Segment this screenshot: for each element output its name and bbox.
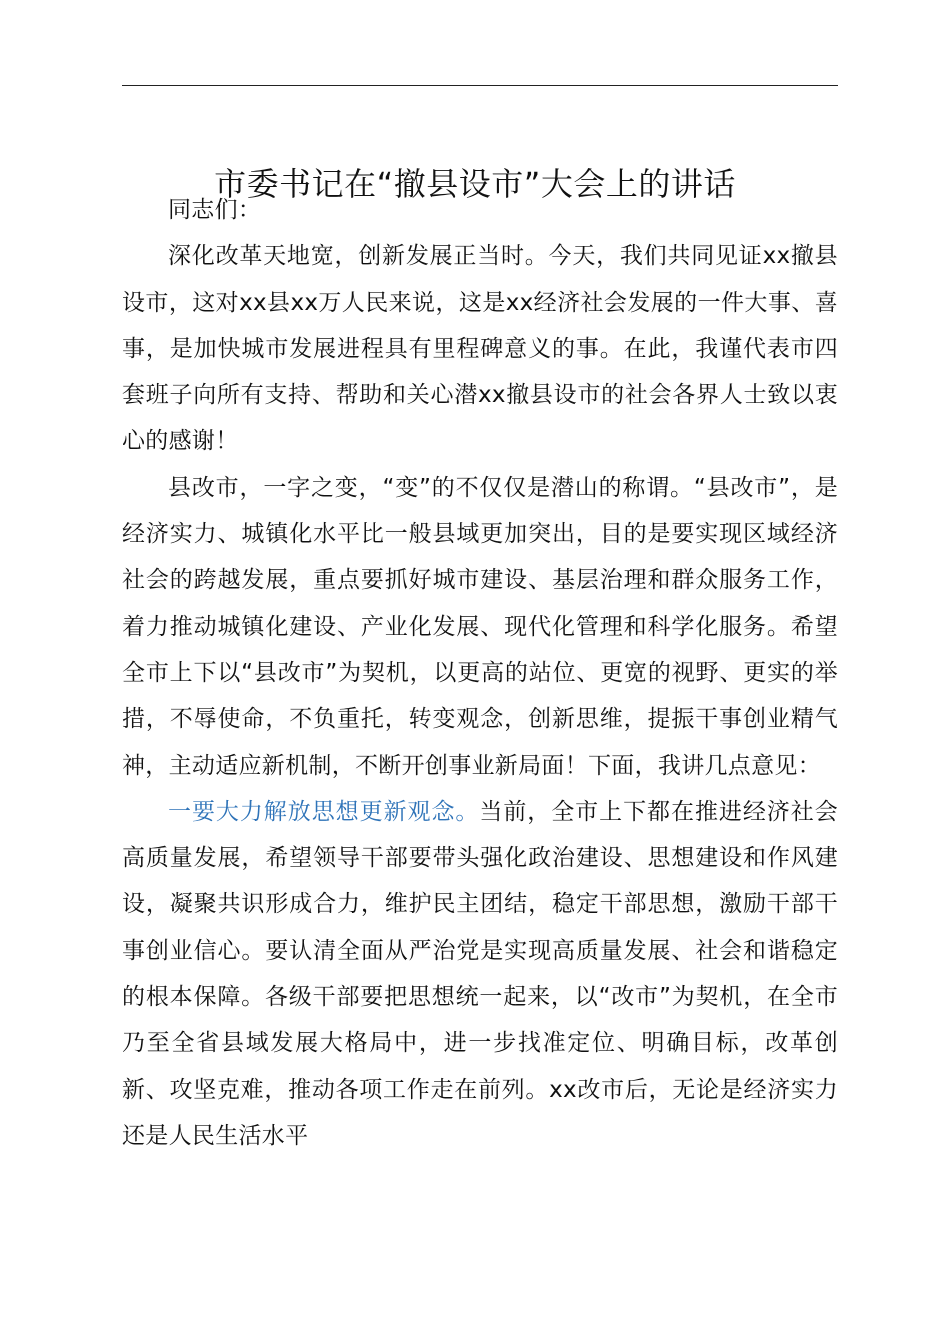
- header-rule: [122, 85, 838, 86]
- page-title: 市委书记在“撤县设市”大会上的讲话: [214, 165, 736, 204]
- paragraph-point-one: [122, 789, 838, 1159]
- salutation: 同志们：: [168, 197, 262, 223]
- paragraph-county-to-city: 县改市，一字之变，“变”的不仅仅是潜山的称谓。“县改市”，是经济实力、城镇化水平比一般县域更加突出，目的是要实现区域经济社会的跨越发展，重点要抓好城市建设、基层治理和群众服务工作，着力推动城镇化建设、产业化发展、现代化管理和科学化服务。希望全市上下以“县改市”为契机，以更高的站位、更宽的视野、更实的举措，不辱使命，不负重托，转变观念，创新思维，提振干事创业精气神，主动适应新机制，不断开创事业新局面！下面，我讲几点意见：: [122, 474, 838, 779]
- point-one-heading: 一要大力解放思想更新观念。: [168, 798, 480, 825]
- paragraph-intro: 深化改革天地宽，创新发展正当时。今天，我们共同见证xx撤县设市，这对xx县xx万人民来说，这是xx经济社会发展的一件大事、喜事，是加快城市发展进程具有里程碑意义的事。在此，我谨代表市四套班子向所有支持、帮助和关心潜xx撤县设市的社会各界人士致以衷心的感谢！: [122, 243, 838, 455]
- document-body: [122, 187, 838, 1159]
- point-one-text: 当前，全市上下都在推进经济社会高质量发展，希望领导干部要带头强化政治建设、思想建设和作风建设，凝聚共识形成合力，维护民主团结，稳定干部思想，激励干部干事创业信心。要认清全面从严治党是实现高质量发展、社会和谐稳定的根本保障。各级干部要把思想统一起来，以“改市”为契机，在全市乃至全省县域发展大格局中，进一步找准定位、明确目标，改革创新、攻坚克难，推动各项工作走在前列。xx改市后，无论是经济实力还是人民生活水平: [122, 798, 838, 1149]
